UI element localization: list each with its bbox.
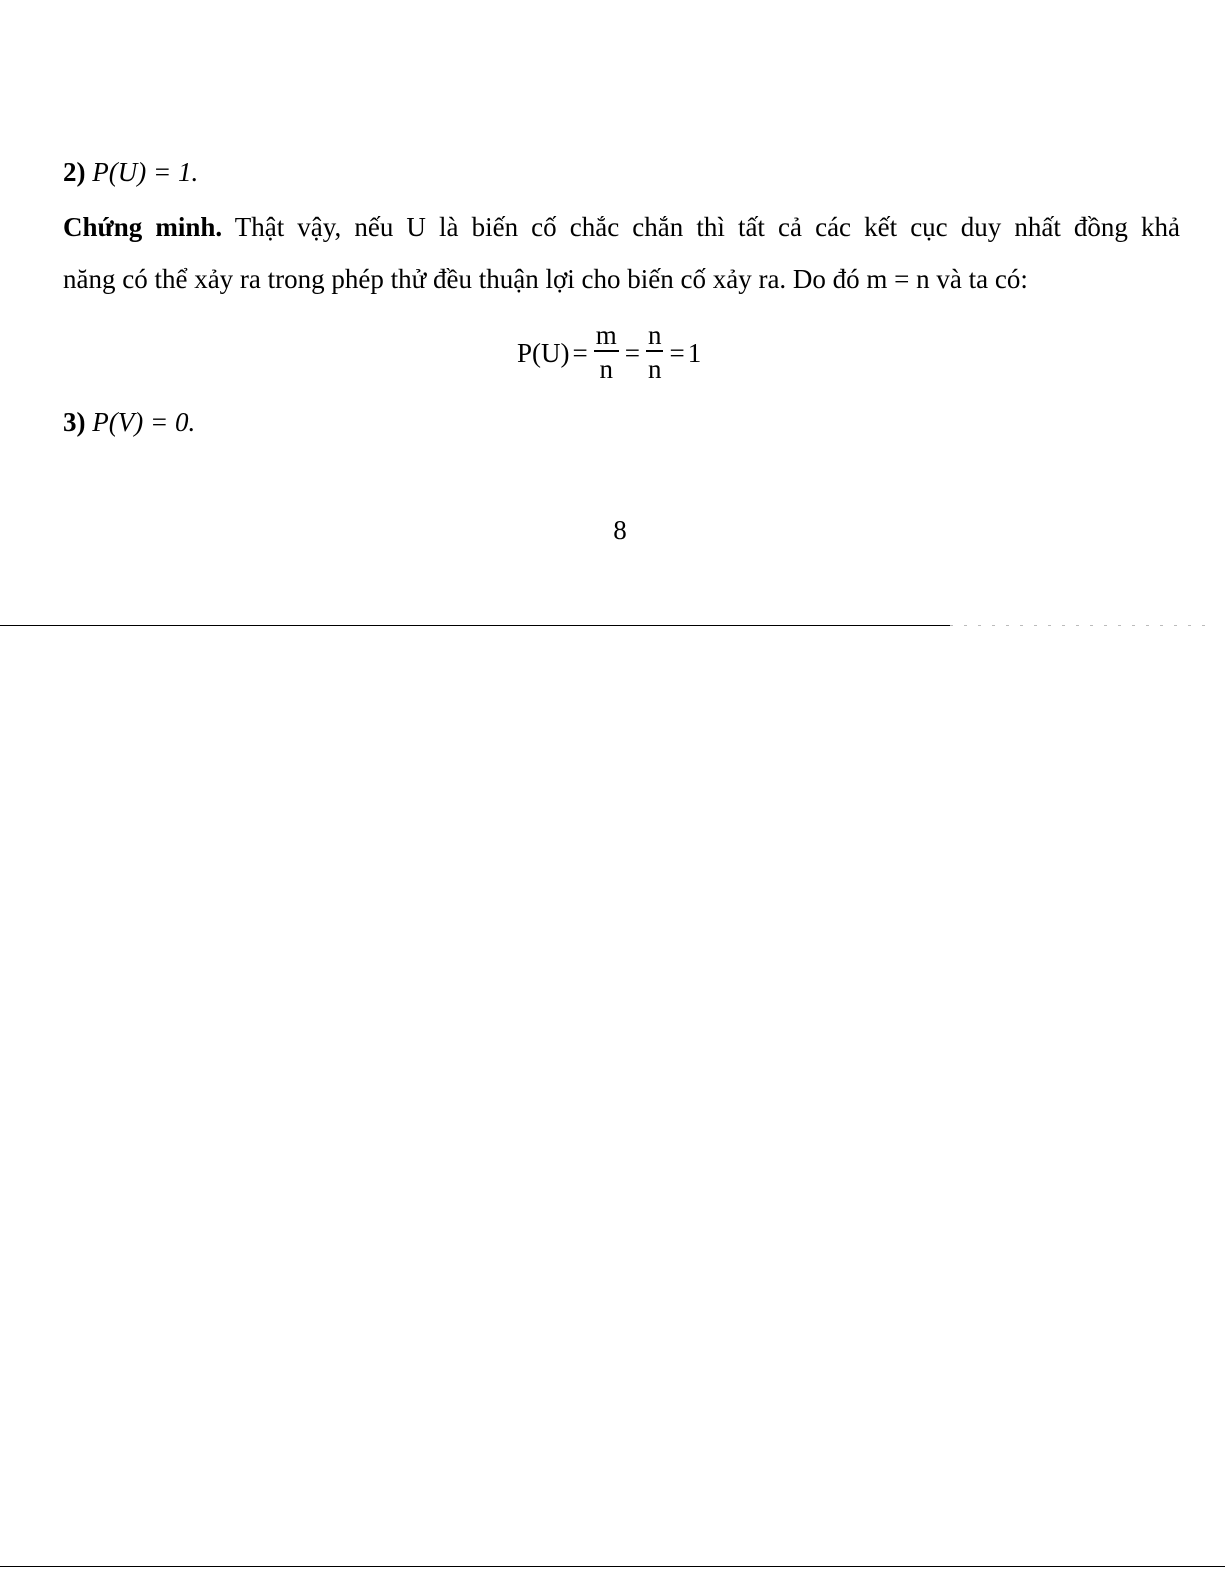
fraction-m-over-n: [594, 320, 619, 386]
item-3: [63, 406, 195, 438]
item-2: [63, 156, 198, 188]
fraction-n-over-n: [646, 320, 664, 386]
page-separator-faint-line: [950, 625, 1215, 626]
item-2-formula: P(U) = 1.: [92, 157, 199, 187]
item-2-number: 2): [63, 157, 86, 187]
equation-lhs: P(U): [517, 337, 570, 368]
page-number: 8: [613, 515, 627, 545]
item-3-formula: P(V) = 0.: [92, 407, 196, 437]
proof-label: Chứng minh.: [63, 212, 223, 242]
page-separator-line: [0, 625, 950, 626]
fraction-2-denominator: n: [647, 353, 662, 384]
probability-equation: [517, 316, 701, 390]
proof-text-line-1: Thật vậy, nếu U là biến cố chắc chắn thì tất cả các kết cục duy nhất đồng khả: [234, 212, 1180, 242]
proof-line-1: [63, 211, 1180, 243]
item-3-number: 3): [63, 407, 86, 437]
equation-equals-2: =: [624, 337, 640, 368]
fraction-2-numerator: n: [647, 320, 662, 351]
equation-equals-1: =: [572, 337, 588, 368]
bottom-border-line: [0, 1566, 1225, 1567]
proof-line-2: [63, 263, 1180, 295]
proof-text-line-2: năng có thể xảy ra trong phép thử đều thuận lợi cho biến cố xảy ra. Do đó m = n và ta có:: [63, 264, 1028, 294]
fraction-1-numerator: m: [595, 320, 617, 351]
equation-result: 1: [687, 337, 702, 368]
equation-equals-3: =: [669, 337, 685, 368]
fraction-1-denominator: n: [599, 353, 613, 384]
